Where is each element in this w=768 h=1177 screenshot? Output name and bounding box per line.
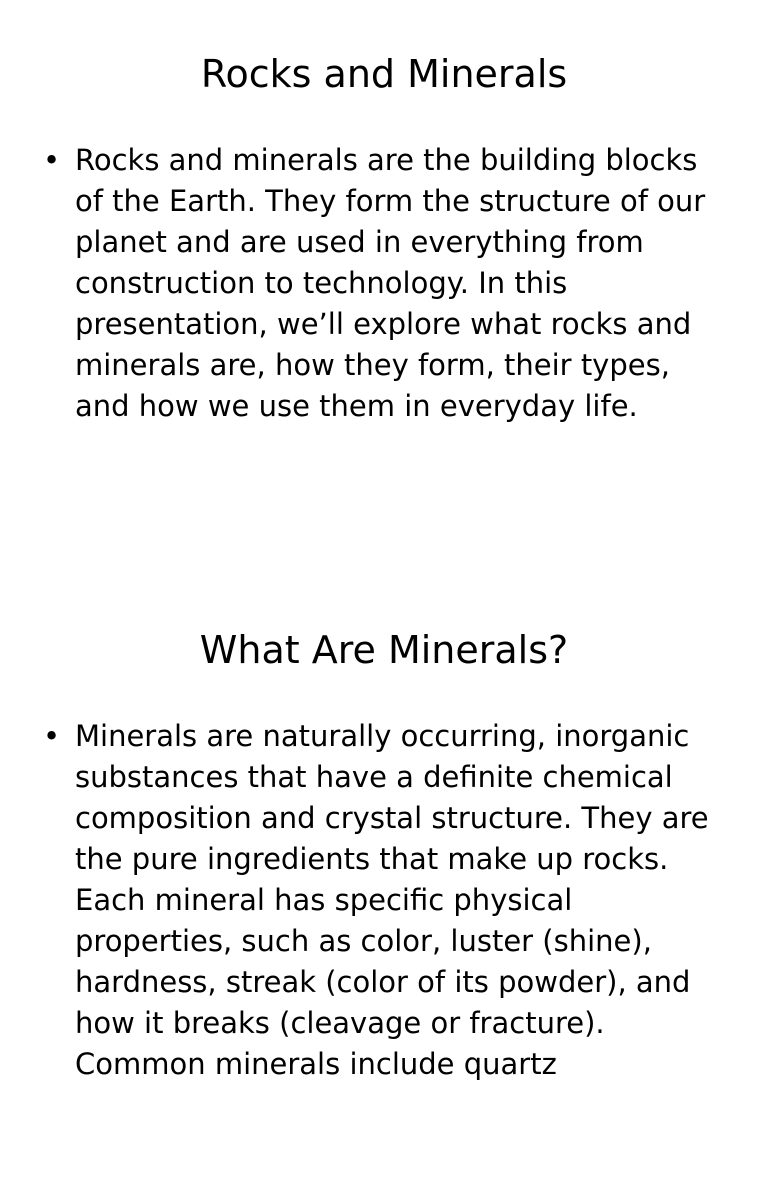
bullet-item	[0, 716, 715, 1085]
slide-1	[0, 0, 768, 577]
slide-title: What Are Minerals?	[199, 628, 569, 672]
slide-2	[0, 577, 768, 1177]
bullet-dot: •	[43, 143, 61, 177]
bullet-text: Rocks and minerals are the building blocks of the Earth. They form the structure of our planet and are used in everything from construction to technology. In this presentation, we’ll explore what rocks and minerals are, how they form, their types, and how we use them in everyday life.	[75, 143, 706, 423]
bullet-list	[0, 716, 768, 1085]
slide-title: Rocks and Minerals	[200, 52, 568, 96]
bullet-dot: •	[43, 719, 61, 753]
bullet-text: Minerals are naturally occurring, inorganic substances that have a definite chemical composition and crystal structure. They are the pure ingredients that make up rocks. Each mineral has specific physical properties, such as color, luster (shine), hardness, streak (color of its powder), and how it breaks (cleavage or fracture). Common minerals include quartz	[75, 719, 709, 1081]
bullet-item	[0, 140, 715, 427]
bullet-list	[0, 140, 768, 427]
